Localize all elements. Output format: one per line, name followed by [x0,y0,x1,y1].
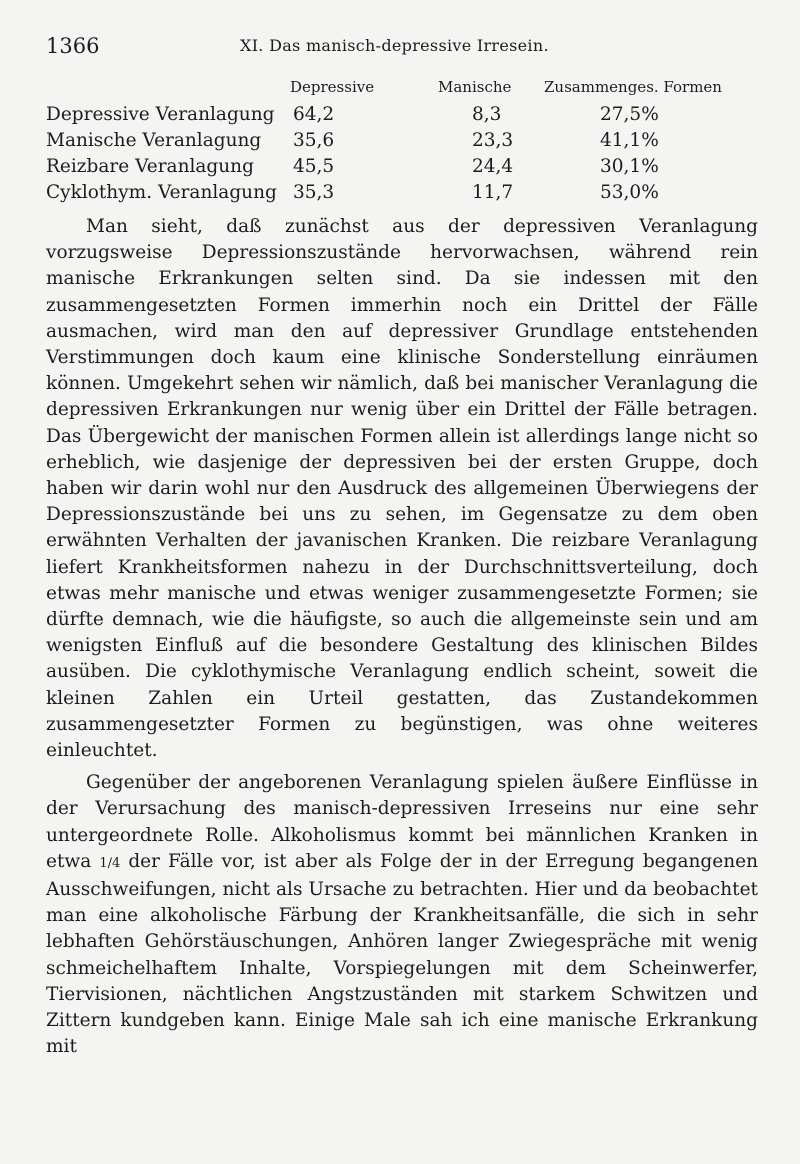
cell-zusammenges: 30,1% [600,156,659,177]
column-header-manische: Manische [438,78,512,96]
paragraph-1: Man sieht, daß zunächst aus der depressiven Veranlagung vorzugsweise Depressionszustände hervorwachsen, während rein manische Erkrankungen selten sind. Da sie indessen mit den zusammengesetzten Formen immerhin noch ein Drittel der Fälle ausmachen, wird man den auf depressiver Grundlage entstehenden Verstimmungen doch kaum eine klinische Sonderstellung einräumen können. Umgekehrt sehen wir nämlich, daß bei manischer Veranlagung die depressiven Erkrankungen nur wenig über ein Drittel der Fälle betragen. Das Übergewicht der manischen Formen allein ist allerdings lange nicht so erheblich, wie dasjenige der depressiven bei der ersten Gruppe, doch haben wir darin wohl nur den Ausdruck des allgemeinen Überwiegens der Depressionszustände bei uns zu sehen, im Gegensatze zu dem oben erwähnten Verhalten der javanischen Kranken. Die reizbare Veranlagung liefert Krankheitsformen nahezu in der Durchschnittsverteilung, doch etwas mehr manische und etwas weniger zusammengesetzte Formen; sie dürfte demnach, wie die häufigste, so auch die allgemeinste sein und am wenigsten Einfluß auf die besondere Gestaltung des klinischen Bildes ausüben. Die cyklothymische Veranlagung endlich scheint, soweit die kleinen Zahlen ein Urteil gestatten, das Zustandekommen zusammengesetzter Formen zu begünstigen, was ohne weiteres einleuchtet. [46,216,758,762]
table-row [46,130,758,156]
page-header [46,34,758,60]
cell-zusammenges: 27,5% [600,104,659,125]
table-row [46,156,758,182]
page-number: 1366 [46,34,100,58]
cell-manische: 11,7 [472,182,514,203]
fraction-one-quarter: 1/4 [99,855,121,871]
table-row [46,182,758,208]
cell-zusammenges: 53,0% [600,182,659,203]
cell-manische: 24,4 [472,156,514,177]
cell-manische: 8,3 [472,104,502,125]
paragraph-2-start: Gegenüber der angeborenen Veranlagung spielen äußere Einflüsse in der Verursachung des manisch-depressiven Irreseins nur eine sehr untergeordnete Rolle. Alkoholismus kommt bei männlichen Kranken in etwa [46,772,758,872]
distribution-table [46,78,758,208]
paragraph-2 [46,770,758,1060]
row-label: Manische Veranlagung [46,130,262,151]
column-header-depressive: Depressive [290,78,375,96]
table-header-row [46,78,758,104]
row-label: Depressive Veranlagung [46,104,275,125]
running-title: XI. Das manisch-depressive Irresein. [240,36,549,55]
cell-zusammenges: 41,1% [600,130,659,151]
paragraph-2-end: der Fälle vor, ist aber als Folge der in der Erregung begangenen Ausschweifungen, nicht als Ursache zu betrachten. Hier und da beobachtet man eine alkoholische Färbung der Krankheitsanfälle, die sich in sehr lebhaften Gehörstäuschungen, Anhören langer Zwiegespräche mit wenig schmeichelhaftem Inhalte, Vorspiegelungen mit dem Scheinwerfer, Tiervisionen, nächtlichen Angstzuständen mit starkem Schwitzen und Zittern kundgeben kann. Einige Male sah ich eine manische Erkrankung mit [46,850,758,1058]
row-label: Cyklothym. Veranlagung [46,182,277,203]
body-text [46,214,758,1061]
column-header-zusammenges: Zusammenges. Formen [544,78,722,96]
table-row [46,104,758,130]
row-label: Reizbare Veranlagung [46,156,254,177]
cell-depressive: 35,6 [293,130,335,151]
cell-depressive: 64,2 [293,104,335,125]
cell-depressive: 35,3 [293,182,335,203]
cell-manische: 23,3 [472,130,514,151]
cell-depressive: 45,5 [293,156,335,177]
